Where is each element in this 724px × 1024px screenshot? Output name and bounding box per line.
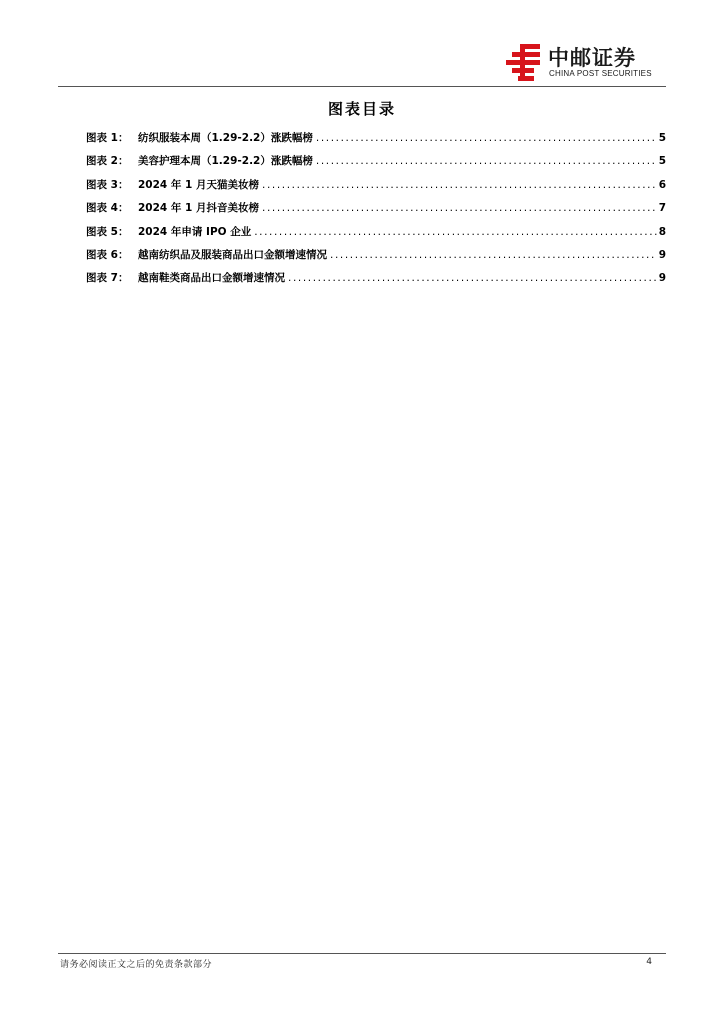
toc-entry[interactable] bbox=[86, 247, 666, 270]
toc-entry[interactable] bbox=[86, 130, 666, 153]
toc-entry-title: 2024 年 1 月抖音美妆榜 bbox=[138, 202, 259, 215]
toc-entry-label: 图表 4： bbox=[86, 202, 129, 215]
toc-title: 图表目录 bbox=[327, 100, 396, 118]
toc-entry-page: 8 bbox=[658, 225, 666, 238]
company-logo bbox=[506, 42, 666, 86]
page-header bbox=[60, 40, 666, 86]
toc-entry-title: 美容护理本周（1.29-2.2）涨跌幅榜 bbox=[138, 155, 313, 168]
toc-entry-title: 越南纺织品及服装商品出口金额增速情况 bbox=[138, 248, 327, 261]
toc-dot-leader bbox=[262, 202, 657, 214]
toc-entry-title: 越南鞋类商品出口金额增速情况 bbox=[138, 272, 285, 285]
toc-entry-title: 2024 年 1 月天猫美妆榜 bbox=[138, 178, 259, 191]
toc-dot-leader bbox=[262, 179, 657, 191]
logo-english-name: CHINA POST SECURITIES bbox=[549, 69, 652, 78]
toc-entry-title: 2024 年申请 IPO 企业 bbox=[138, 225, 252, 238]
toc-entry-page: 9 bbox=[658, 248, 666, 261]
toc-entry-label: 图表 5： bbox=[86, 225, 129, 238]
toc-entry-label: 图表 7： bbox=[86, 272, 129, 285]
toc-entry-label: 图表 3： bbox=[86, 178, 129, 191]
header-divider bbox=[58, 86, 666, 87]
toc-entry-label: 图表 6： bbox=[86, 248, 129, 261]
toc-dot-leader bbox=[288, 272, 657, 284]
table-of-figures bbox=[86, 130, 666, 294]
toc-entry-page: 5 bbox=[658, 132, 666, 144]
toc-entry-page: 7 bbox=[658, 202, 666, 215]
toc-entry-title: 纺织服装本周（1.29-2.2）涨跌幅榜 bbox=[138, 132, 313, 144]
toc-dot-leader bbox=[330, 249, 657, 261]
toc-dot-leader bbox=[316, 155, 657, 167]
toc-entry[interactable] bbox=[86, 270, 666, 293]
toc-dot-leader bbox=[254, 226, 656, 238]
footer-divider bbox=[58, 953, 666, 954]
logo-chinese-name: 中邮证券 bbox=[548, 46, 636, 70]
toc-dot-leader bbox=[316, 132, 657, 144]
toc-entry[interactable] bbox=[86, 224, 666, 247]
toc-entry-page: 9 bbox=[658, 272, 666, 285]
toc-entry-page: 5 bbox=[658, 155, 666, 168]
toc-entry[interactable] bbox=[86, 200, 666, 223]
toc-entry-label: 图表 1： bbox=[86, 132, 129, 144]
page-number: 4 bbox=[646, 957, 652, 967]
disclaimer-note: 请务必阅读正文之后的免责条款部分 bbox=[60, 960, 213, 970]
toc-entry[interactable] bbox=[86, 177, 666, 200]
china-post-logo-icon bbox=[506, 44, 542, 82]
toc-entry-page: 6 bbox=[658, 178, 666, 191]
toc-entry[interactable] bbox=[86, 153, 666, 176]
toc-entry-label: 图表 2： bbox=[86, 155, 129, 168]
